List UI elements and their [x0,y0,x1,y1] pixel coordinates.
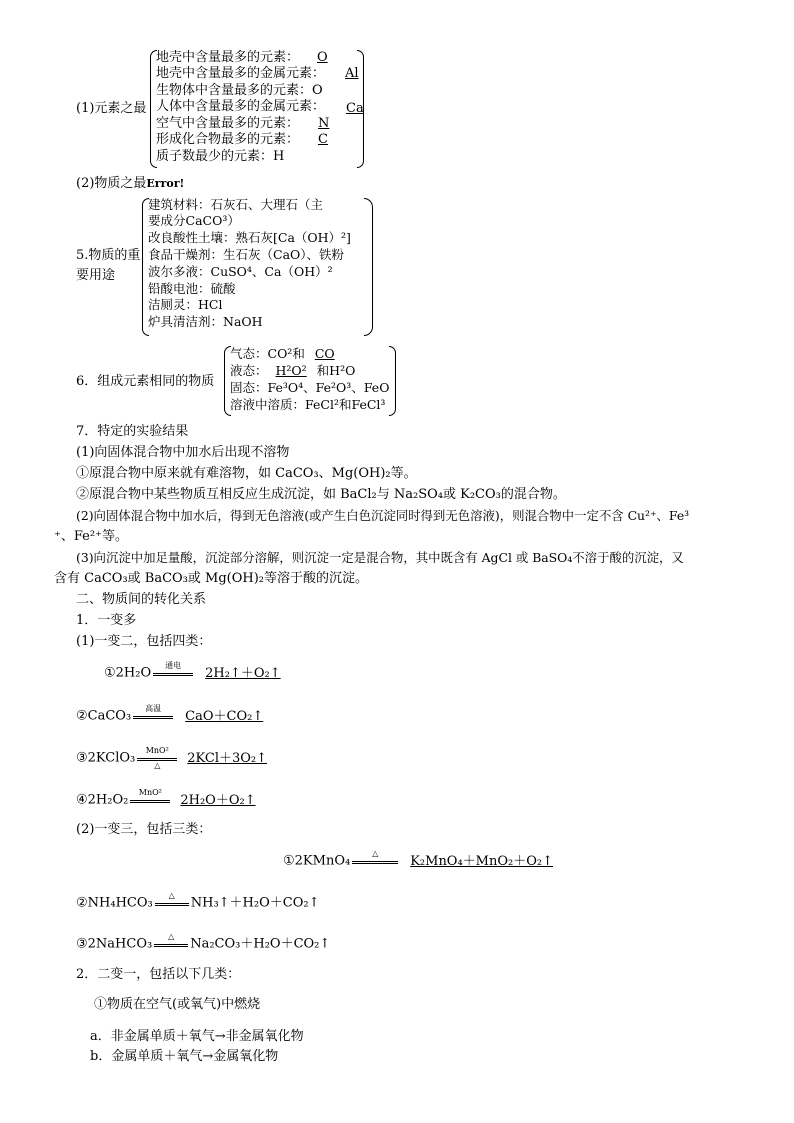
element-answer: C [318,132,328,147]
equation: ③2NaHCO₃ △ Na₂CO₃＋H₂O＋CO₂↑ [76,932,331,952]
same-elements-row: 液态： H²O² 和H²O [230,363,356,378]
paragraph: a．非金属单质＋氧气→非金属氧化物 [90,1029,304,1044]
section-title: 二、物质间的转化关系 [76,592,207,607]
paragraph: (3)向沉淀中加足量酸，沉淀部分溶解，则沉淀一定是混合物，其中既含有 AgCl 或 BaSO₄不溶于酸的沉淀，又 [76,550,684,565]
section-title: 7．特定的实验结果 [76,424,189,439]
uses-label: 5.物质的重 要用途 [76,248,141,283]
paragraph: (1)向固体混合物中加水后出现不溶物 [76,445,290,460]
condition-arrow: MnO² [130,792,170,808]
condition-arrow: MnO² △ [137,750,177,766]
same-elements-row: 气态：CO²和 CO [230,346,335,361]
equation: ④2H₂O₂ MnO² 2H₂O＋O₂↑ [76,788,256,808]
use-item: 食品干燥剂：生石灰（CaO）、铁粉 [148,247,345,262]
substance-records-label: (2)物质之最Error! [76,176,185,191]
paragraph: b．金属单质＋氧气→金属氧化物 [90,1049,279,1064]
element-item: 空气中含量最多的元素： [156,116,300,131]
use-item: 波尔多液：CuSO⁴、Ca（OH）² [148,264,333,279]
equation: ①2KMnO₄ △ K₂MnO₄＋MnO₂＋O₂↑ [283,849,553,869]
paragraph: ⁺、Fe²⁺等。 [54,529,128,544]
use-item: 炉具清洁剂：NaOH [148,314,263,329]
same-elements-row: 固态：Fe³O⁴、Fe²O³、FeO [230,380,390,395]
condition-arrow: 通电 [153,665,193,681]
element-answer: Ca [346,101,364,116]
element-item: 质子数最少的元素：H [156,149,285,164]
same-elements-row: 溶液中溶质：FeCl²和FeCl³ [230,397,386,412]
condition-arrow: △ [155,895,189,911]
use-item: 铅酸电池：硫酸 [148,281,236,296]
use-item: 改良酸性土壤：熟石灰[Ca（OH）²] [148,230,351,245]
element-answer: Al [345,66,359,81]
use-item: 要成分CaCO³） [148,213,240,228]
use-item: 建筑材料：石灰石、大理石（主 [148,197,324,212]
condition-arrow: △ [154,936,188,952]
element-item: 地壳中含量最多的金属元素： [156,66,326,81]
paragraph: (1)一变二，包括四类： [76,634,212,649]
right-brace [364,198,373,336]
use-item: 洁厕灵：HCl [148,297,223,312]
element-records-label: (1)元素之最 [76,101,147,116]
subsection-title: 1．一变多 [76,613,137,628]
condition-arrow: 高温 [133,708,173,724]
element-item: 形成化合物最多的元素： [156,132,300,147]
paragraph: ②原混合物中某些物质互相反应生成沉淀，如 BaCl₂与 Na₂SO₄或 K₂CO₃的混合物。 [76,487,566,502]
condition-arrow: △ [352,853,398,869]
element-answer: N [318,116,330,131]
right-brace [389,346,396,416]
paragraph: (2)一变三，包括三类： [76,822,212,837]
element-item: 地壳中含量最多的元素： [156,50,300,65]
paragraph: ①物质在空气(或氧气)中燃烧 [94,997,261,1012]
same-elements-label: 6．组成元素相同的物质 [76,374,215,389]
equation: ①2H₂O 通电 2H₂↑＋O₂↑ [104,661,281,681]
equation: ②CaCO₃ 高温 CaO＋CO₂↑ [76,704,264,724]
paragraph: ①原混合物中原来就有难溶物，如 CaCO₃、Mg(OH)₂等。 [76,466,417,481]
element-answer: O [317,50,328,65]
subsection-title: 2．二变一，包括以下几类： [76,967,241,982]
element-item: 人体中含量最多的金属元素： [156,99,326,114]
element-item: 生物体中含量最多的元素：O [156,83,323,98]
equation: ③2KClO₃ MnO² △ 2KCl＋3O₂↑ [76,746,268,770]
equation: ②NH₄HCO₃ △ NH₃↑＋H₂O＋CO₂↑ [76,891,320,911]
paragraph: 含有 CaCO₃或 BaCO₃或 Mg(OH)₂等溶于酸的沉淀。 [54,571,369,586]
paragraph: (2)向固体混合物中加水后，得到无色溶液(或产生白色沉淀同时得到无色溶液)，则混合物中一定不含 Cu²⁺、Fe³ [76,508,690,523]
